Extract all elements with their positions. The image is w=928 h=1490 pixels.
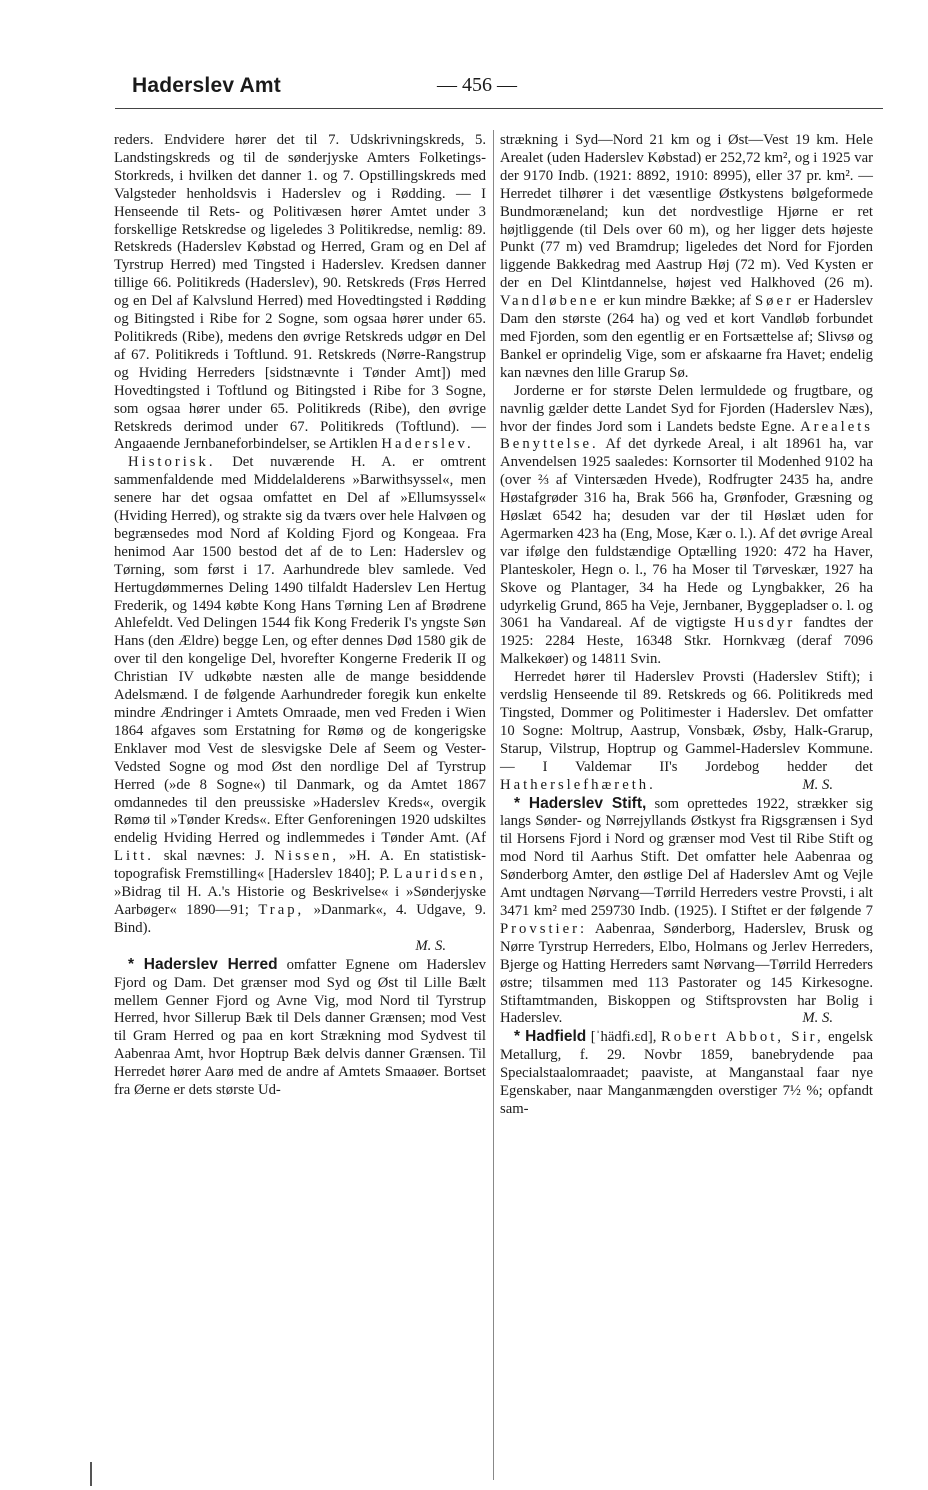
spaced-provstier: Provstier: xyxy=(500,920,588,937)
paragraph-administration xyxy=(114,132,486,454)
paragraph-text: reders. Endvidere hører det til 7. Udskrivningskreds, 5. Landstingskreds og til de sønderjyske Amters Folketings-Storkreds, i hvilken det danner 1. og 7. Opstillingskreds med Valgsteder henholdsvis i Haderslev og i Rødding. — I Henseende til Rets- og Politivæsen hører Amtet under 3 forskellige Retskredse og ligeledes 3 Politikredse, nemlig: 89. Retskreds (Haderslev Købstad og Herred, Gram og en Del af Tyrstrup Herred) med Tingsted i Haderslev. Kredsen danner tillige 66. Politikreds (Haderslev), 90. Retskreds (Frøs Herred og en Del af Kalvslund Herred) med Hovedtingsted i Rødding og Bitingsted i Ribe for 2 Sogne, som ogsaa hører under 65. Politikreds (Ribe), medens den øvrige Retskreds udgør en Del af 67. Politikreds i Toftlund. 91. Retskreds (Nørre-Rangstrup og Hviding Herreders [sidstnævnte i Tønder Amt]) med Hovedtingsted i Toftlund og Bitingsted i Ribe for 3 Sogne, som ogsaa hører under 65. Politikreds (Ribe), den øvrige Retskreds derimod under 67. Politikreds (Toftlund). — Angaaende Jernbaneforbindelser, se Artiklen xyxy=(114,132,486,453)
entry-haderslev-herred xyxy=(114,956,486,1100)
paragraph-text: Jorderne er for største Delen lermuldede og frugtbare, og navnlig gælder dette Landet Syd for Fjorden (Haderslev Næs), hvor der findes Jord som i Landets bedste Egne. xyxy=(500,382,873,435)
entry-heading: * Haderslev Herred xyxy=(128,955,278,973)
paragraph-text: som oprettedes 1922, strækker sig langs Sønder- og Nørrejyllands Østkyst fra Rigsgrænsen i Syd til Horsens Fjord i Nord og grænser mod Vest til Ribe Stift og mod Nord til Aarhus Stift. Det omfatter hele Aabenraa og Sønderborg Amter, den østlige Del af Haderslev Amt og Vejle Amt undtagen Nørvang—Tørrild Herreders vestre Provsti, i alt 3471 km² med 259730 Indb. (1925). I Stiftet er der følgende 7 xyxy=(500,795,874,919)
column-divider xyxy=(493,130,494,1480)
left-column xyxy=(114,132,486,1100)
paragraph-text: »H. A. En statistisk-topografisk Fremstilling« [Haderslev 1840]; P. xyxy=(114,848,487,883)
paragraph-text: fandtes der 1925: 2284 Heste, 16348 Stkr. Hornkvæg (deraf 7096 Malkekøer) og 14811 Svin. xyxy=(500,615,874,668)
paragraph-land-use xyxy=(500,383,873,670)
running-head: Haderslev Amt xyxy=(132,74,281,97)
paragraph-text: »Bidrag til H. A.'s Historie og Beskrivelse« i »Sønderjyske Aarbøger« 1890—91; xyxy=(114,884,486,918)
paragraph-text: Af det dyrkede Areal, i alt 18961 ha, var Anvendelsen 1925 saaledes: Kornsorter til Modenhed 9102 ha (over ⅔ af Vintersæden Hvede), Rodfrugter 2435 ha, andre Høstafgrøder 316 ha, Brak 566 ha, Grønfoder, Græsning og Høslæt 6542 ha; desuden var der til Høslæt uden for Agermarken 423 ha (Eng, Mose, Kær o. l.). Af det øvrige Areal var ifølge den fuldstændige Optælling 1920: 472 ha Haver, Planteskoler, Hegn o. l., 76 ha Moser til Tørveskær, 1927 ha Skove og Plantager, 34 ha Hede og Lyngbakker, 26 ha udyrkelig Grund, 865 ha Veje, Jernbaner, Byggepladser o. l. og 3061 ha Vandareal. Af de vigtigste xyxy=(500,436,873,632)
paragraph-text: Herredet hører til Haderslev Provsti (Haderslev Stift); i verdslig Henseende til 89. Retskreds og 66. Politikreds med Tingsted, Dommer og Politimester i Haderslev. Det omfatter 10 Sogne: Moltrup, Aastrup, Vonsbæk, Øsby, Halk-Grarup, Starup, Vilstrup, Hoptrup og Gammel-Haderslev Kommune. — I Valdemar II's Jordebog hedder det xyxy=(500,669,873,775)
paragraph-text: engelsk Metallurg, f. 29. Novbr 1859, banebrydende paa Specialstaalomraadet; paaviste, at Manganstaal faar nye Egenskaber, naar Manganmængden overstiger 7½ %; opfandt sam- xyxy=(500,1029,873,1117)
paragraph-text: er Haderslev Dam den største (264 ha) og ved et kort Vandløb forbundet med Fjorden, som den egentlig er en Fortsættelse af; Slivsø og Bankel er oprindelig Vige, som er afskaarne fra Havet; endelig kan nævnes den lille Grarup Sø. xyxy=(500,293,874,381)
section-label-historisk: Historisk. xyxy=(128,454,216,471)
spaced-arealets: Arealets Benyttelse. xyxy=(500,418,874,453)
author-signature: M. S. xyxy=(802,1010,833,1027)
entry-haderslev-stift xyxy=(500,795,873,1029)
author-lauridsen: Lauridsen, xyxy=(393,866,486,883)
margin-mark xyxy=(90,1462,92,1486)
spaced-husdyr: Husdyr xyxy=(734,615,796,632)
entry-heading: * Haderslev Stift, xyxy=(514,794,647,812)
spaced-reference: Haderslev. xyxy=(381,436,474,453)
paragraph-history xyxy=(114,454,486,955)
author-nissen: Nissen, xyxy=(274,848,340,865)
entry-heading: * Hadfield xyxy=(514,1028,587,1046)
paragraph-text: strækning i Syd—Nord 21 km og i Øst—Vest 19 km. Hele Arealet (uden Haderslev Købstad) er 252,72 km², og i 1925 var der 9170 Indb. (1921: 8892, 1910: 8995), eller 37 pr. km². — Herredet tilhører i det væsentlige Østkystens bølgeformede Bundmoræneland; kun det nordvestlige Hjørne er ret højtliggende (til Dels over 60 m), og her ligger dets højeste Punkt (77 m) ved Bramdrup; ligeledes det Nord for Fjorden liggende Bakkedrag med Aastrup Høj (72 m). Ved Kysten er der en Del Klintdannelse, højest ved Halkhoved (26 m). xyxy=(500,132,873,292)
paragraph-text: »Danmark«, 4. Udgave, 9. Bind). xyxy=(114,901,487,936)
spaced-litt: Litt. xyxy=(114,848,154,865)
page-header xyxy=(132,74,876,102)
author-signature: M. S. xyxy=(415,937,446,954)
paragraph-text: Aabenraa, Sønderborg, Haderslev, Brusk og Nørre Tyrstrup Herreders, Elbo, Holmans og Jerlev Herreders, Bjerge og Hatting Herreders samt Nørvang—Tørrild Herreders østre; tilsammen med 113 Pastorater og 145 Kirkesogne. Stiftamtmanden, Biskoppen og Stiftsprovsten har Bolig i Haderslev. xyxy=(500,920,873,1027)
paragraph-text: er kun mindre Bække; af xyxy=(603,293,751,310)
paragraph-jurisdiction xyxy=(500,669,873,794)
pronunciation: [ˈhädfi.ɛd], xyxy=(590,1029,657,1046)
spaced-soer: Søer xyxy=(755,293,794,310)
paragraph-text: omfatter Egnene om Haderslev Fjord og Dam. Det grænser mod Syd og Øst til Lille Bælt mellem Genner Fjord og Avne Vig, mod Nord til Tyrstrup Herred, hvor Sillerup Bæk til Dels danner Grænsen; mod Vest til Gram Herred og paa en kort Strækning mod Sydvest til Aabenraa Amt, hvor Hoptrup Bæk delvis danner Grænsen. Til Herredet hører Aarø med de andre af Amtets Smaaøer. Bortset fra Øerne er dets største Ud- xyxy=(114,956,486,1099)
page-number: — 456 — xyxy=(437,74,517,96)
right-column xyxy=(500,132,873,1119)
spaced-vandlobene: Vandløbene xyxy=(500,293,600,310)
header-rule xyxy=(115,108,883,109)
paragraph-text: skal nævnes: J. xyxy=(163,848,265,865)
paragraph-text: Det nuværende H. A. er omtrent sammenfaldende med Middelalderens »Barwithsyssel«, men senere har det ogsaa omfattet en Del af »Ellumsyssel« (Hviding Herred), og strakte sig da tværs over hele Halvøen og begrænsedes mod Nord af Kolding Fjord og Kongeaa. Fra henimod Aar 1500 bestod det af de to Len: Haderslev og Tørning, som først i 17. Aarhundrede blev samlede. Ved Hertugdømmernes Deling 1490 tilfaldt Haderslev Len Hertug Frederik, og 1494 købte Kong Hans Tørning Len af Brødrene Ahlefeldt. Ved Delingen 1544 fik Kong Frederik I's yngste Søn Hans (den Ældre) begge Len, og efter dennes Død 1580 gik de over til den kongelige Del, hvorefter Kongerne Frederik II og Christian IV udkøbte næsten alle de mange besiddende Adelsmænd. I de følgende Aarhundreder foregik kun enkelte mindre Ændringer i Amtets Omraade, men ved Freden i Wien 1864 afgaves som Erstatning for Rømø og de kongerigske Enklaver mod Vest de slesvigske Dele af Seem og Vester-Vedsted Sogne og mod Øst den nordlige Del af Tyrstrup Herred (»de 8 Sogne«) til Danmark, og da Amtet 1867 omdannedes til den preussiske »Haderslev Kreds«, overgik Rømø til »Tønder Kreds«. Efter Genforeningen 1920 udskiltes endelig Hviding Herred og indlemmedes i Tønder Amt. (Af xyxy=(114,454,487,847)
author-signature: M. S. xyxy=(802,776,833,793)
spaced-person-name: Robert Abbot, Sir, xyxy=(660,1029,824,1046)
entry-hadfield xyxy=(500,1028,873,1119)
spaced-hatherslef: Hatherslefhæreth. xyxy=(500,776,656,793)
author-trap: Trap, xyxy=(258,901,305,918)
paragraph-geography xyxy=(500,132,873,383)
